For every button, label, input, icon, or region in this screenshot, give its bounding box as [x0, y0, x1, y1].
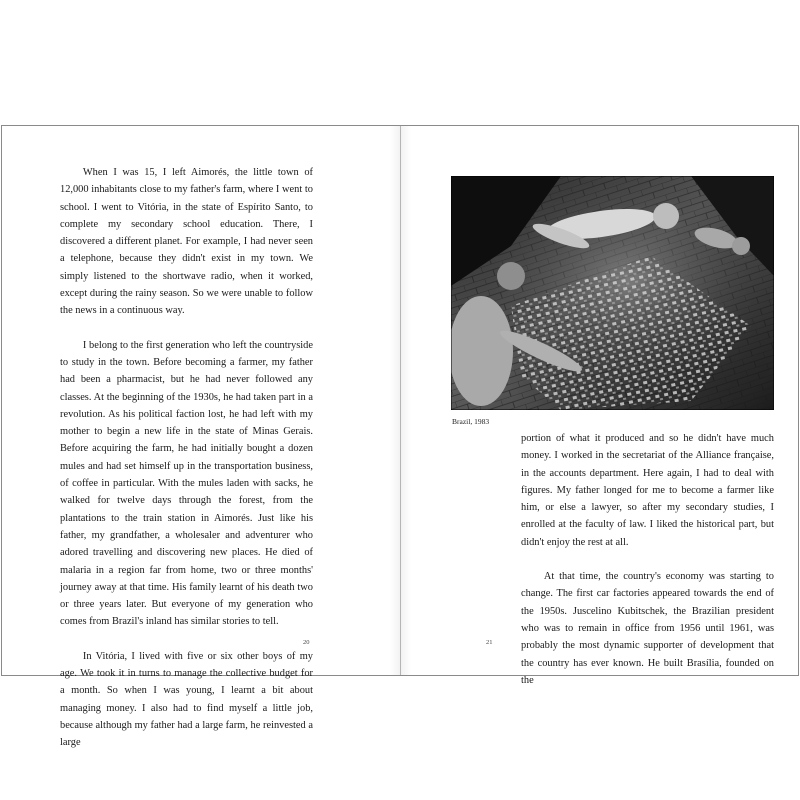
paragraph: When I was 15, I left Aimorés, the little town of 12,000 inhabitants close to my father's farm, where I went to school. I went to Vitória, in the state of Espírito Santo, to complete my secondary school education. There, I discovered a different planet. For example, I had never seen a telephone, because they didn't exist in my town. We simply listened to the shortwave radio, when it worked, except during the rainy season. So we were unable to follow the news in a continuous way. — [60, 167, 313, 317]
page-number-right: 21 — [486, 639, 493, 646]
left-page-text — [60, 164, 313, 752]
paragraph: portion of what it produced and so he didn't have much money. I worked in the secretariat of the Alliance française, in the accounts department. Here again, I had to deal with figures. My father longed for me to become a farmer like him, or else a lawyer, so after my secondary studies, I enrolled at the faculty of law. I liked the historical part, but didn't enjoy the rest at all. — [521, 433, 774, 548]
right-page-text — [521, 430, 774, 689]
book-spread — [1, 125, 799, 749]
paragraph: In Vitória, I lived with five or six other boys of my age. We took it in turns to manage the collective budget for a month. So when I was young, I learnt a bit about managing money. I also had to find myself a little job, because although my father had a large farm, he reinvested a large — [60, 650, 313, 749]
page-number-left: 20 — [303, 639, 310, 646]
gutter-shadow-left — [390, 126, 400, 675]
photo-caption: Brazil, 1983 — [452, 417, 490, 426]
gutter-shadow-right — [401, 126, 411, 675]
paragraph: At that time, the country's economy was starting to change. The first car factories appeared towards the end of the 1950s. Juscelino Kubitschek, the Brazilian president who was to remain in office from 1956 until 1961, was probably the most dynamic supporter of development that the country has ever known. He built Brasília, founded on the — [521, 571, 774, 686]
photograph — [451, 176, 774, 410]
paragraph: I belong to the first generation who left the countryside to study in the town. Before becoming a farmer, my father had been a pharmacist, but he had never followed any classes. At the beginning of the 1930s, he had taken part in a revolution. As his political faction lost, he had left with my mother to begin a new life in the state of Minas Gerais. Before acquiring the farm, he had initially bought a dozen mules and had set himself up in the transportation business, of coffee in particular. With the mules laden with sacks, he walked for twelve days through the forest, from the plantations to the train station in Aimorés. Just like his father, my grandfather, a wholesaler and adventurer who adored travelling and discovering new places. He died of malaria in a region far from home, two or three months' journey away at that time. His family learnt of his death two or three years later. But everyone of my generation who comes from Brazil's inland has similar stories to tell. — [60, 339, 313, 628]
